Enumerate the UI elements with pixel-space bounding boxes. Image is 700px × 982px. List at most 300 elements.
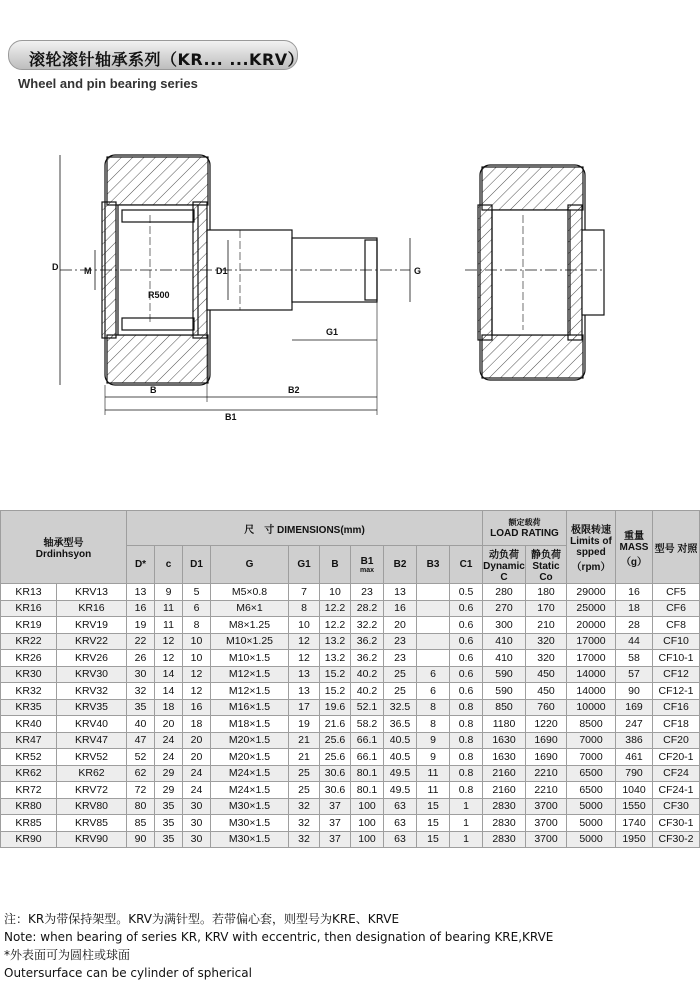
page-title: 滚轮滚针轴承系列（KR... ...KRV） — [29, 50, 305, 69]
table-cell: CF20 — [653, 732, 700, 749]
table-cell — [417, 617, 450, 634]
col-static: 静负荷 Static Co — [526, 546, 567, 584]
table-cell: 32.5 — [384, 699, 417, 716]
table-cell: M30×1.5 — [211, 798, 289, 815]
page-subtitle: Wheel and pin bearing series — [18, 76, 198, 91]
table-cell: 18 — [183, 716, 211, 733]
table-cell: KRV19 — [56, 617, 126, 634]
table-cell: 62 — [127, 765, 155, 782]
table-cell: 14 — [155, 666, 183, 683]
table-cell: KRV13 — [56, 584, 126, 601]
table-cell: 0.6 — [450, 683, 483, 700]
left-view — [60, 155, 410, 415]
table-cell: 12 — [289, 633, 320, 650]
table-cell: 15 — [417, 798, 450, 815]
note-en-2: Outersurface can be cylinder of spherical — [4, 966, 252, 980]
header-dimensions: 尺 寸 DIMENSIONS(mm) — [127, 511, 483, 546]
table-cell: M30×1.5 — [211, 831, 289, 848]
table-cell: 6 — [417, 683, 450, 700]
table-cell: 25 — [289, 782, 320, 799]
table-cell: 0.8 — [450, 782, 483, 799]
table-cell: CF10-1 — [653, 650, 700, 667]
table-cell: CF24-1 — [653, 782, 700, 799]
table-row — [1, 683, 700, 700]
table-cell: 8 — [417, 716, 450, 733]
table-cell: 20 — [183, 749, 211, 766]
table-cell: 19 — [127, 617, 155, 634]
table-cell: KR72 — [1, 782, 57, 799]
table-cell: CF18 — [653, 716, 700, 733]
table-cell: 24 — [183, 765, 211, 782]
table-cell: 1 — [450, 798, 483, 815]
table-cell: 12 — [183, 683, 211, 700]
table-cell: 24 — [155, 732, 183, 749]
table-cell: 30 — [183, 798, 211, 815]
table-cell: 8 — [183, 617, 211, 634]
table-cell: CF24 — [653, 765, 700, 782]
table-cell: 28 — [616, 617, 653, 634]
table-cell: KR13 — [1, 584, 57, 601]
table-cell: 36.5 — [384, 716, 417, 733]
table-cell: 80 — [127, 798, 155, 815]
col-G1: G1 — [289, 546, 320, 584]
table-row — [1, 617, 700, 634]
note-cn-2: *外表面可为圆柱或球面 — [4, 948, 131, 962]
table-cell: 12 — [155, 633, 183, 650]
table-cell: 6 — [417, 666, 450, 683]
table-cell: 0.8 — [450, 732, 483, 749]
table-cell: 10 — [289, 617, 320, 634]
table-cell — [417, 584, 450, 601]
table-row — [1, 798, 700, 815]
table-cell: 37 — [320, 815, 351, 832]
table-cell: M12×1.5 — [211, 683, 289, 700]
table-cell: 85 — [127, 815, 155, 832]
table-cell: 30.6 — [320, 782, 351, 799]
table-cell: KR35 — [1, 699, 57, 716]
table-cell: 7000 — [567, 732, 616, 749]
table-cell: 23 — [384, 650, 417, 667]
label-D1: D1 — [216, 266, 228, 276]
table-cell: 8500 — [567, 716, 616, 733]
table-cell: 13.2 — [320, 633, 351, 650]
table-cell: 32 — [289, 815, 320, 832]
table-cell: 63 — [384, 815, 417, 832]
table-cell: 0.6 — [450, 650, 483, 667]
table-cell: 32 — [127, 683, 155, 700]
table-cell: 0.8 — [450, 716, 483, 733]
label-G1: G1 — [326, 327, 339, 337]
table-cell: KR22 — [1, 633, 57, 650]
table-cell: KR16 — [1, 600, 57, 617]
table-cell: M16×1.5 — [211, 699, 289, 716]
label-R500: R500 — [148, 290, 170, 300]
table-cell: M24×1.5 — [211, 765, 289, 782]
table-cell: 16 — [384, 600, 417, 617]
table-cell: 0.8 — [450, 699, 483, 716]
table-cell: 15 — [417, 831, 450, 848]
table-cell: 180 — [526, 584, 567, 601]
table-cell: 3700 — [526, 798, 567, 815]
table-cell: 24 — [183, 782, 211, 799]
table-cell: KR85 — [1, 815, 57, 832]
table-cell: 35 — [155, 815, 183, 832]
table-cell: 320 — [526, 650, 567, 667]
table-cell: 26 — [127, 650, 155, 667]
table-row — [1, 666, 700, 683]
table-cell: 32 — [289, 798, 320, 815]
table-cell: 11 — [155, 600, 183, 617]
table-cell: KRV32 — [56, 683, 126, 700]
table-cell: 0.8 — [450, 765, 483, 782]
table-cell: 32 — [289, 831, 320, 848]
table-row — [1, 699, 700, 716]
table-cell — [417, 633, 450, 650]
table-cell: 760 — [526, 699, 567, 716]
label-M: M — [84, 266, 92, 276]
table-cell: KR26 — [1, 650, 57, 667]
table-cell: M30×1.5 — [211, 815, 289, 832]
table-row — [1, 584, 700, 601]
table-cell: 170 — [526, 600, 567, 617]
table-cell: 11 — [417, 765, 450, 782]
table-cell: 12 — [155, 650, 183, 667]
table-cell: 850 — [483, 699, 526, 716]
table-cell: 15.2 — [320, 666, 351, 683]
note-cn-1: 注：KR为带保持架型。KRV为满针型。若带偏心套，则型号为KRE、KRVE — [4, 912, 400, 926]
table-cell: 37 — [320, 798, 351, 815]
table-cell: 66.1 — [351, 749, 384, 766]
table-cell: 16 — [127, 600, 155, 617]
table-cell: 12.2 — [320, 600, 351, 617]
table-cell: 15 — [417, 815, 450, 832]
table-cell: 9 — [417, 732, 450, 749]
table-cell: 16 — [183, 699, 211, 716]
table-cell: KR32 — [1, 683, 57, 700]
table-cell: 1630 — [483, 732, 526, 749]
table-cell: 63 — [384, 831, 417, 848]
table-cell: 2160 — [483, 782, 526, 799]
table-cell: 8 — [417, 699, 450, 716]
table-cell: 100 — [351, 798, 384, 815]
table-cell: 6500 — [567, 765, 616, 782]
table-cell: 410 — [483, 633, 526, 650]
table-cell: 17000 — [567, 633, 616, 650]
table-cell: 12 — [183, 666, 211, 683]
table-row — [1, 600, 700, 617]
table-cell: 1690 — [526, 749, 567, 766]
table-cell: 22 — [127, 633, 155, 650]
table-cell: 169 — [616, 699, 653, 716]
table-cell: KRV35 — [56, 699, 126, 716]
table-cell: CF30-2 — [653, 831, 700, 848]
table-cell: 29000 — [567, 584, 616, 601]
table-cell: 52 — [127, 749, 155, 766]
table-cell: 16 — [616, 584, 653, 601]
table-cell: 13 — [384, 584, 417, 601]
table-row — [1, 782, 700, 799]
table-cell: 40.5 — [384, 749, 417, 766]
table-cell: 5000 — [567, 831, 616, 848]
table-cell: 100 — [351, 815, 384, 832]
table-cell: KR16 — [56, 600, 126, 617]
table-cell: CF5 — [653, 584, 700, 601]
table-cell: 36.2 — [351, 650, 384, 667]
table-cell: CF16 — [653, 699, 700, 716]
table-cell: 14000 — [567, 666, 616, 683]
table-cell: KR19 — [1, 617, 57, 634]
table-cell: 30 — [183, 815, 211, 832]
table-cell: 20 — [183, 732, 211, 749]
table-cell: 12.2 — [320, 617, 351, 634]
table-cell: 8 — [289, 600, 320, 617]
table-cell: 25 — [384, 683, 417, 700]
table-cell: 1 — [450, 831, 483, 848]
table-cell: 1040 — [616, 782, 653, 799]
table-cell: 25.6 — [320, 732, 351, 749]
table-cell: 30 — [183, 831, 211, 848]
label-B2: B2 — [288, 385, 300, 395]
table-cell: CF30-1 — [653, 815, 700, 832]
table-cell: 10 — [183, 650, 211, 667]
table-cell: 5 — [183, 584, 211, 601]
spec-table-body — [1, 584, 700, 848]
table-cell: M6×1 — [211, 600, 289, 617]
table-cell: 72 — [127, 782, 155, 799]
table-cell: KRV40 — [56, 716, 126, 733]
table-cell: 44 — [616, 633, 653, 650]
table-cell: KRV85 — [56, 815, 126, 832]
table-cell: M20×1.5 — [211, 749, 289, 766]
table-cell: 0.8 — [450, 749, 483, 766]
table-cell: KRV90 — [56, 831, 126, 848]
header-speed: 极限转速 Limits of spped（rpm） — [567, 511, 616, 584]
table-cell: 1220 — [526, 716, 567, 733]
table-cell: KRV30 — [56, 666, 126, 683]
table-cell: 2210 — [526, 782, 567, 799]
table-cell: 37 — [320, 831, 351, 848]
table-cell: 40.5 — [384, 732, 417, 749]
table-cell: 17 — [289, 699, 320, 716]
table-cell: 25 — [384, 666, 417, 683]
table-cell: 80.1 — [351, 782, 384, 799]
table-cell: 36.2 — [351, 633, 384, 650]
table-cell: 10 — [320, 584, 351, 601]
table-cell: 450 — [526, 666, 567, 683]
table-cell: 9 — [155, 584, 183, 601]
table-cell: 1 — [450, 815, 483, 832]
table-cell: KR40 — [1, 716, 57, 733]
table-cell: 1690 — [526, 732, 567, 749]
table-cell: 23 — [384, 633, 417, 650]
table-cell: 24 — [155, 749, 183, 766]
table-cell: 2210 — [526, 765, 567, 782]
header-load: 额定载荷 LOAD RATING — [483, 511, 567, 546]
right-view — [465, 165, 605, 380]
label-D: D — [52, 262, 59, 272]
table-cell: 35 — [155, 831, 183, 848]
table-cell: 49.5 — [384, 765, 417, 782]
table-cell: 20 — [155, 716, 183, 733]
table-cell: 247 — [616, 716, 653, 733]
table-cell: 28.2 — [351, 600, 384, 617]
col-B: B — [320, 546, 351, 584]
table-cell: 25.6 — [320, 749, 351, 766]
table-cell: 6500 — [567, 782, 616, 799]
header-mass: 重量 MASS（g） — [616, 511, 653, 584]
table-cell: CF20-1 — [653, 749, 700, 766]
table-row — [1, 732, 700, 749]
table-cell: CF12 — [653, 666, 700, 683]
table-cell: 49.5 — [384, 782, 417, 799]
table-cell: 13 — [289, 683, 320, 700]
table-cell: 1550 — [616, 798, 653, 815]
table-cell: 40 — [127, 716, 155, 733]
table-cell: 590 — [483, 683, 526, 700]
table-cell: 10 — [183, 633, 211, 650]
table-cell: 386 — [616, 732, 653, 749]
table-cell: KRV52 — [56, 749, 126, 766]
title-bar — [8, 40, 305, 70]
col-D: D* — [127, 546, 155, 584]
table-cell: 58.2 — [351, 716, 384, 733]
table-cell: 80.1 — [351, 765, 384, 782]
table-cell: 590 — [483, 666, 526, 683]
table-cell: KR52 — [1, 749, 57, 766]
table-cell: 0.6 — [450, 600, 483, 617]
table-cell: 410 — [483, 650, 526, 667]
table-cell: 320 — [526, 633, 567, 650]
table-cell: 29 — [155, 782, 183, 799]
table-cell — [417, 600, 450, 617]
table-cell: 13.2 — [320, 650, 351, 667]
table-cell: 11 — [155, 617, 183, 634]
table-cell: 25 — [289, 765, 320, 782]
table-cell: 40.2 — [351, 666, 384, 683]
table-cell: 7 — [289, 584, 320, 601]
label-B: B — [150, 385, 157, 395]
table-row — [1, 815, 700, 832]
table-cell: KR80 — [1, 798, 57, 815]
table-cell: 1740 — [616, 815, 653, 832]
table-cell: 21 — [289, 732, 320, 749]
table-cell: KRV22 — [56, 633, 126, 650]
spec-table — [0, 510, 700, 848]
table-cell: 2160 — [483, 765, 526, 782]
table-cell: 1630 — [483, 749, 526, 766]
table-cell: 300 — [483, 617, 526, 634]
table-cell: 280 — [483, 584, 526, 601]
table-cell: KRV47 — [56, 732, 126, 749]
table-cell: 14 — [155, 683, 183, 700]
table-cell: 19 — [289, 716, 320, 733]
table-row — [1, 831, 700, 848]
table-cell: 3700 — [526, 831, 567, 848]
table-cell: 11 — [417, 782, 450, 799]
table-cell: 0.6 — [450, 617, 483, 634]
table-cell: 18 — [616, 600, 653, 617]
label-B1: B1 — [225, 412, 237, 420]
table-cell: 90 — [127, 831, 155, 848]
table-cell: CF12-1 — [653, 683, 700, 700]
table-cell: 21.6 — [320, 716, 351, 733]
table-cell: 12 — [289, 650, 320, 667]
table-cell: 270 — [483, 600, 526, 617]
table-cell: 57 — [616, 666, 653, 683]
label-G: G — [414, 266, 422, 276]
table-cell: CF30 — [653, 798, 700, 815]
table-cell: 17000 — [567, 650, 616, 667]
table-cell: 30.6 — [320, 765, 351, 782]
table-cell: KR90 — [1, 831, 57, 848]
notes — [4, 910, 553, 982]
table-cell: 18 — [155, 699, 183, 716]
table-row — [1, 716, 700, 733]
table-cell: 10000 — [567, 699, 616, 716]
table-cell: KRV26 — [56, 650, 126, 667]
table-cell: 25000 — [567, 600, 616, 617]
col-c: c — [155, 546, 183, 584]
table-cell: M10×1.25 — [211, 633, 289, 650]
table-cell: 35 — [127, 699, 155, 716]
table-cell: 40.2 — [351, 683, 384, 700]
table-cell: 0.5 — [450, 584, 483, 601]
table-cell: 7000 — [567, 749, 616, 766]
table-row — [1, 765, 700, 782]
table-cell: 100 — [351, 831, 384, 848]
table-cell: 1950 — [616, 831, 653, 848]
table-cell: M10×1.5 — [211, 650, 289, 667]
table-cell: 5000 — [567, 815, 616, 832]
table-cell: 450 — [526, 683, 567, 700]
table-cell: 52.1 — [351, 699, 384, 716]
table-cell: M12×1.5 — [211, 666, 289, 683]
table-cell: CF8 — [653, 617, 700, 634]
table-cell: 5000 — [567, 798, 616, 815]
table-cell: M5×0.8 — [211, 584, 289, 601]
table-cell: 90 — [616, 683, 653, 700]
col-G: G — [211, 546, 289, 584]
table-cell: 2830 — [483, 815, 526, 832]
table-cell: 13 — [127, 584, 155, 601]
table-cell: KRV80 — [56, 798, 126, 815]
table-cell: M8×1.25 — [211, 617, 289, 634]
table-cell: 30 — [127, 666, 155, 683]
col-C1: C1 — [450, 546, 483, 584]
table-cell: M18×1.5 — [211, 716, 289, 733]
table-cell: 3700 — [526, 815, 567, 832]
table-cell: CF10 — [653, 633, 700, 650]
table-cell: 0.6 — [450, 666, 483, 683]
table-cell: 1180 — [483, 716, 526, 733]
note-en-1: Note: when bearing of series KR, KRV with eccentric, then designation of bearing KRE,KRVE — [4, 930, 554, 944]
table-cell: 29 — [155, 765, 183, 782]
header-bearing-no: 轴承型号 Drdinhsyon — [1, 511, 127, 584]
col-D1: D1 — [183, 546, 211, 584]
header-type: 型号 对照 — [653, 511, 700, 584]
table-cell: 21 — [289, 749, 320, 766]
table-cell: KR62 — [56, 765, 126, 782]
table-cell: 461 — [616, 749, 653, 766]
table-cell: 6 — [183, 600, 211, 617]
col-dynamic: 动负荷 Dynamic C — [483, 546, 526, 584]
table-cell: 2830 — [483, 798, 526, 815]
table-cell: KR62 — [1, 765, 57, 782]
table-cell: 35 — [155, 798, 183, 815]
table-cell: 210 — [526, 617, 567, 634]
col-B2: B2 — [384, 546, 417, 584]
table-cell: 32.2 — [351, 617, 384, 634]
